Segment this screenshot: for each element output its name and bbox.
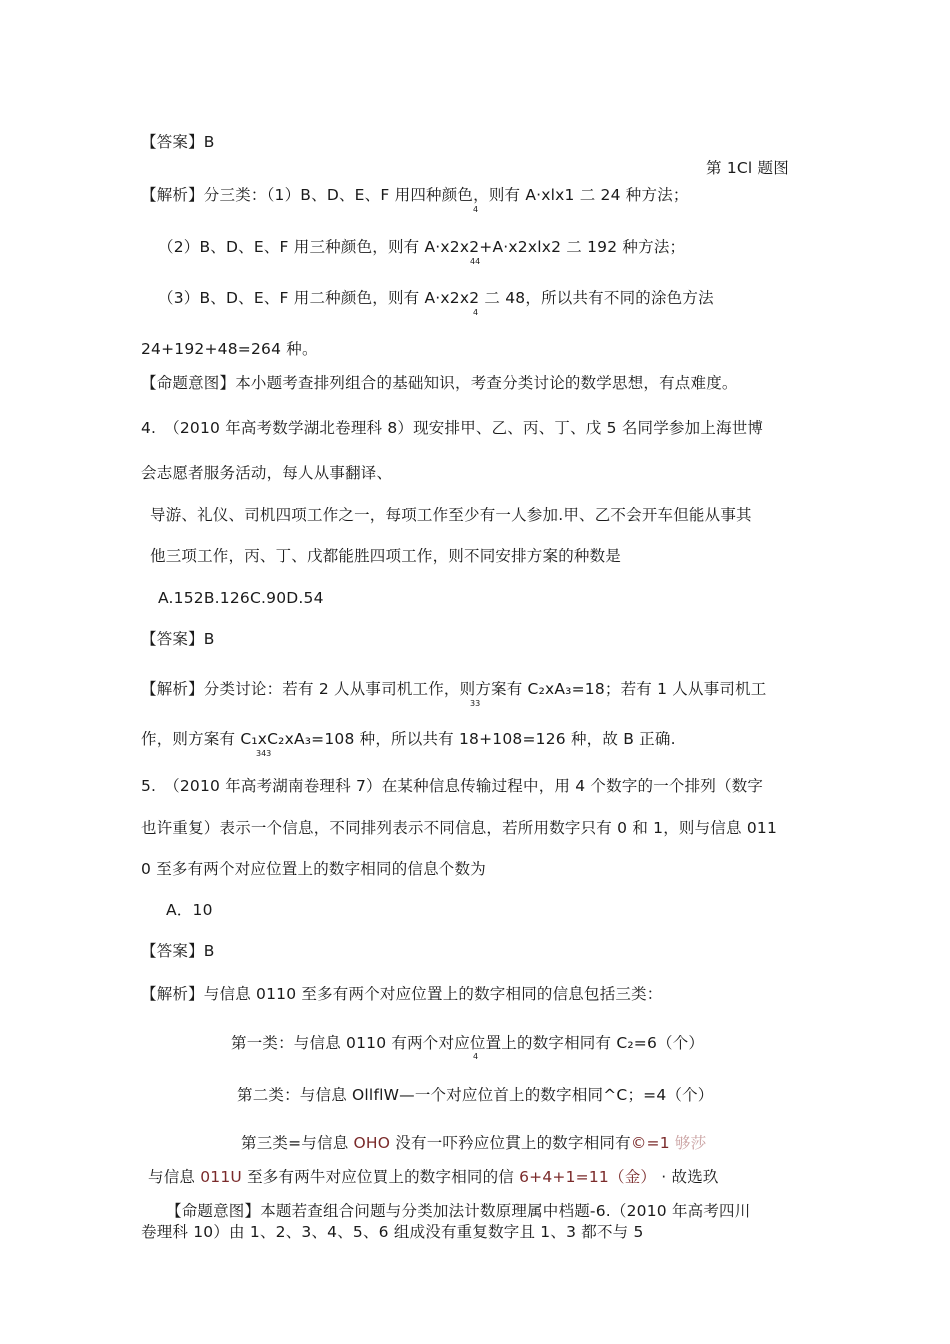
choices-line: A.152B.126C.90D.54: [158, 589, 324, 607]
summary-text: 至多有两牛对应位買上的数字相同的信: [241, 1168, 520, 1186]
result-line: 24+192+48=264 种。: [141, 340, 318, 358]
figure-caption: 第 1Cl 题图: [706, 159, 789, 177]
summary-text-faint: （金）: [609, 1168, 657, 1186]
case-text: 没有一吓矜应位貫上的数字相同有: [390, 1134, 631, 1152]
intent-line: 【命题意图】本小题考查排列组合的基础知识，考查分类讨论的数学思想，有点难度。: [141, 374, 738, 392]
case-line: 第二类：与信息 OllflW—一个对应位首上的数字相同^C；=4（个）: [237, 1086, 714, 1104]
choices-line: A．10: [166, 901, 213, 919]
answer-label: 【答案】B: [141, 133, 215, 151]
question-line: 4. （2010 年高考数学湖北卷理科 8）现安排甲、乙、丙、丁、戊 5 名同学参加上海世博: [141, 419, 764, 437]
analysis-line: 【解析】分三类：（1）B、D、E、F 用四种颜色，则有 A·xlx1 二 24 种方法；: [141, 186, 689, 204]
analysis-line: 作，则方案有 C₁xC₂xA₃=108 种，所以共有 18+108=126 种，故 B 正确.: [141, 730, 676, 748]
question-line: 也许重复）表示一个信息，不同排列表示不同信息，若所用数字只有 0 和 1，则与信息 011: [141, 819, 778, 837]
subscript: 4: [473, 308, 479, 317]
analysis-line: 【解析】与信息 0110 至多有两个对应位置上的数字相同的信息包括三类：: [141, 985, 663, 1003]
case-line: [241, 1133, 706, 1153]
case-text-faint: ©=1: [630, 1134, 670, 1152]
summary-text-faint: 6+4+1=11: [519, 1168, 609, 1186]
subscript: 44: [470, 257, 481, 266]
analysis-line: （3）B、D、E、F 用二种颜色，则有 A·x2x2 二 48，所以共有不同的涂色方法: [158, 289, 714, 307]
subscript: 4: [473, 1052, 479, 1061]
question-line: 0 至多有两个对应位置上的数字相同的信息个数为: [141, 860, 486, 878]
question-line: 卷理科 10）由 1、2、3、4、5、6 组成没有重复数字且 1、3 都不与 5: [141, 1223, 644, 1241]
summary-text: · 故选玖: [656, 1168, 719, 1186]
intent-line: 【命题意图】本题若查组合问题与分类加法计数原理属中档题-6.（2010 年高考四川: [166, 1202, 751, 1220]
question-line: 会志愿者服务活动，每人从事翻译、: [141, 464, 393, 482]
case-text: 第三类=与信息: [241, 1134, 354, 1152]
subscript: 33: [470, 699, 481, 708]
question-line: 他三项工作，丙、丁、戊都能胜四项工作，则不同安排方案的种数是: [150, 547, 622, 565]
summary-text: 与信息: [148, 1168, 201, 1186]
answer-label: 【答案】B: [141, 630, 215, 648]
analysis-line: 【解析】分类讨论：若有 2 人从事司机工作，则方案有 C₂xA₃=18；若有 1 人从事司机工: [141, 680, 767, 698]
case-text-faint: 够莎: [669, 1134, 707, 1152]
summary-line: [148, 1167, 719, 1187]
answer-label: 【答案】B: [141, 942, 215, 960]
subscript: 4: [473, 205, 479, 214]
subscript: 343: [256, 749, 272, 758]
case-text-faint: OHO: [353, 1134, 391, 1152]
case-line: 第一类：与信息 0110 有两个对应位置上的数字相同有 C₂=6（个）: [231, 1034, 705, 1052]
summary-text-faint: 011U: [200, 1168, 242, 1186]
analysis-line: （2）B、D、E、F 用三种颜色，则有 A·x2x2+A·x2xlx2 二 192 种方法；: [158, 238, 686, 256]
question-line: 导游、礼仪、司机四项工作之一，每项工作至少有一人参加.甲、乙不会开车但能从事其: [150, 506, 752, 524]
question-line: 5. （2010 年高考湖南卷理科 7）在某种信息传输过程中，用 4 个数字的一个排列（数字: [141, 777, 764, 795]
